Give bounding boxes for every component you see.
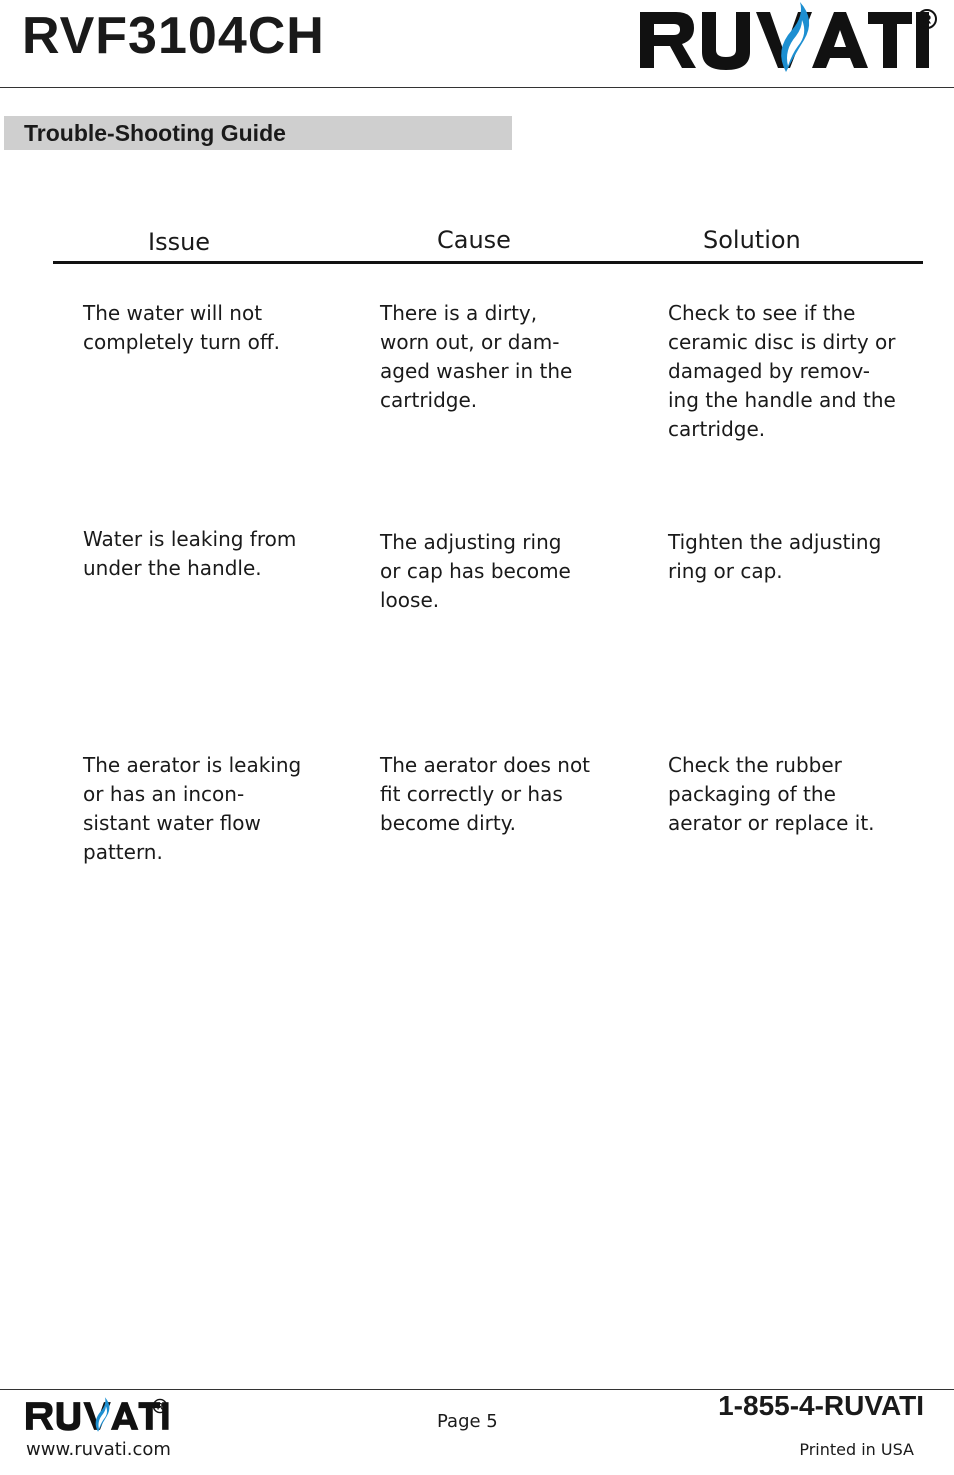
row-3-issue: The aerator is leaking or has an incon- sistant water flow pattern. <box>83 753 302 864</box>
header-rule <box>0 87 954 88</box>
svg-text:R: R <box>922 12 932 27</box>
row-1-issue: The water will not completely turn off. <box>83 301 280 354</box>
row-1-cause: There is a dirty, worn out, or dam- aged washer in the cartridge. <box>380 301 573 412</box>
svg-text:R: R <box>156 1401 164 1412</box>
ruvati-logo <box>636 0 936 80</box>
model-number: RVF3104CH <box>22 7 325 65</box>
header-issue: Issue <box>148 228 211 256</box>
section-title: Trouble-Shooting Guide <box>24 120 286 146</box>
row-2-issue: Water is leaking from under the handle. <box>83 527 297 580</box>
table-header-rule <box>53 261 923 264</box>
section-bar <box>4 116 512 150</box>
header-cause: Cause <box>437 226 511 254</box>
registered-mark-icon <box>916 8 938 30</box>
row-3-solution: Check the rubber packaging of the aerator or replace it. <box>668 753 875 835</box>
row-1-solution: Check to see if the ceramic disc is dirty or damaged by remov- ing the handle and the cartridge. <box>668 301 896 441</box>
phone-number: 1-855-4-RUVATI <box>718 1390 924 1421</box>
row-2-cause: The adjusting ring or cap has become loose. <box>380 530 571 612</box>
row-3-cause: The aerator does not fit correctly or has become dirty. <box>380 753 591 835</box>
ruvati-footer-logo <box>24 1396 172 1436</box>
footer-registered-mark-icon <box>152 1398 168 1414</box>
printed-in: Printed in USA <box>799 1440 914 1459</box>
page-number: Page 5 <box>437 1411 498 1432</box>
header-solution: Solution <box>703 226 801 254</box>
row-2-solution: Tighten the adjusting ring or cap. <box>668 530 882 583</box>
website-link[interactable]: www.ruvati.com <box>26 1439 171 1460</box>
